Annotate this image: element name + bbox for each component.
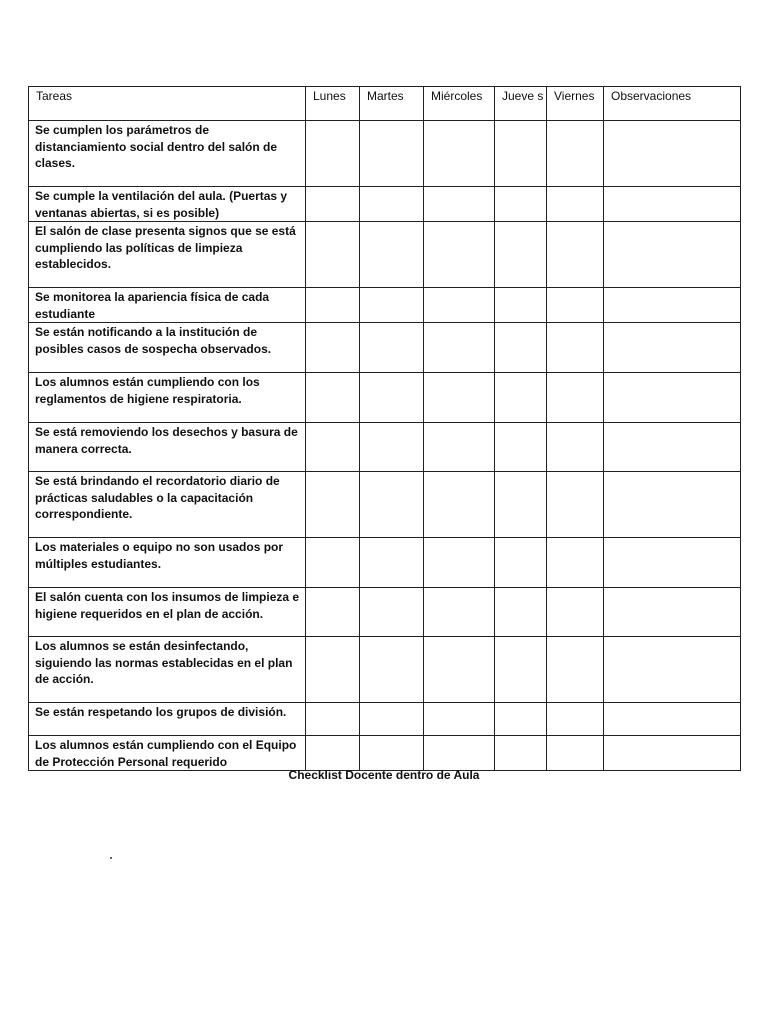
monday-cell[interactable] <box>306 288 360 323</box>
observations-cell[interactable] <box>604 373 741 423</box>
header-thursday: Jueve s <box>495 87 547 121</box>
wednesday-cell[interactable] <box>424 187 495 222</box>
monday-cell[interactable] <box>306 538 360 588</box>
wednesday-cell[interactable] <box>424 588 495 637</box>
table-row <box>29 121 741 187</box>
table-row <box>29 288 741 323</box>
header-friday: Viernes <box>547 87 604 121</box>
wednesday-cell[interactable] <box>424 222 495 288</box>
monday-cell[interactable] <box>306 588 360 637</box>
table-row <box>29 588 741 637</box>
task-cell: El salón cuenta con los insumos de limpieza e higiene requeridos en el plan de acción. <box>29 588 306 637</box>
stray-dot-mark <box>110 857 112 859</box>
monday-cell[interactable] <box>306 637 360 703</box>
wednesday-cell[interactable] <box>424 121 495 187</box>
table-row <box>29 736 741 771</box>
wednesday-cell[interactable] <box>424 538 495 588</box>
table-row <box>29 538 741 588</box>
thursday-cell[interactable] <box>495 588 547 637</box>
checklist-table <box>28 86 741 771</box>
header-monday: Lunes <box>306 87 360 121</box>
tuesday-cell[interactable] <box>360 288 424 323</box>
thursday-cell[interactable] <box>495 538 547 588</box>
task-cell: Se están notificando a la institución de posibles casos de sospecha observados. <box>29 323 306 373</box>
header-wednesday: Miércoles <box>424 87 495 121</box>
wednesday-cell[interactable] <box>424 373 495 423</box>
thursday-cell[interactable] <box>495 323 547 373</box>
task-cell: Se está removiendo los desechos y basura de manera correcta. <box>29 423 306 472</box>
wednesday-cell[interactable] <box>424 288 495 323</box>
friday-cell[interactable] <box>547 288 604 323</box>
table-row <box>29 373 741 423</box>
tuesday-cell[interactable] <box>360 222 424 288</box>
thursday-cell[interactable] <box>495 472 547 538</box>
friday-cell[interactable] <box>547 637 604 703</box>
thursday-cell[interactable] <box>495 637 547 703</box>
task-cell: Los materiales o equipo no son usados por múltiples estudiantes. <box>29 538 306 588</box>
tuesday-cell[interactable] <box>360 588 424 637</box>
observations-cell[interactable] <box>604 472 741 538</box>
friday-cell[interactable] <box>547 187 604 222</box>
wednesday-cell[interactable] <box>424 472 495 538</box>
monday-cell[interactable] <box>306 703 360 736</box>
tuesday-cell[interactable] <box>360 703 424 736</box>
tuesday-cell[interactable] <box>360 423 424 472</box>
observations-cell[interactable] <box>604 323 741 373</box>
tuesday-cell[interactable] <box>360 538 424 588</box>
tuesday-cell[interactable] <box>360 637 424 703</box>
task-cell: Los alumnos están cumpliendo con el Equipo de Protección Personal requerido <box>29 736 306 771</box>
task-cell: Los alumnos se están desinfectando, siguiendo las normas establecidas en el plan de acción. <box>29 637 306 703</box>
monday-cell[interactable] <box>306 222 360 288</box>
table-row <box>29 703 741 736</box>
table-row <box>29 187 741 222</box>
observations-cell[interactable] <box>604 187 741 222</box>
monday-cell[interactable] <box>306 736 360 771</box>
tuesday-cell[interactable] <box>360 323 424 373</box>
observations-cell[interactable] <box>604 121 741 187</box>
header-row <box>29 87 741 121</box>
tuesday-cell[interactable] <box>360 472 424 538</box>
monday-cell[interactable] <box>306 373 360 423</box>
friday-cell[interactable] <box>547 538 604 588</box>
friday-cell[interactable] <box>547 222 604 288</box>
friday-cell[interactable] <box>547 373 604 423</box>
observations-cell[interactable] <box>604 288 741 323</box>
wednesday-cell[interactable] <box>424 736 495 771</box>
task-cell: Se cumple la ventilación del aula. (Puertas y ventanas abiertas, si es posible) <box>29 187 306 222</box>
header-tasks: Tareas <box>29 87 306 121</box>
table-row <box>29 222 741 288</box>
observations-cell[interactable] <box>604 736 741 771</box>
task-cell: Se está brindando el recordatorio diario de prácticas saludables o la capacitación correspondiente. <box>29 472 306 538</box>
thursday-cell[interactable] <box>495 288 547 323</box>
table-row <box>29 472 741 538</box>
observations-cell[interactable] <box>604 637 741 703</box>
observations-cell[interactable] <box>604 222 741 288</box>
task-cell: El salón de clase presenta signos que se está cumpliendo las políticas de limpieza establecidos. <box>29 222 306 288</box>
table-row <box>29 423 741 472</box>
friday-cell[interactable] <box>547 472 604 538</box>
thursday-cell[interactable] <box>495 423 547 472</box>
tuesday-cell[interactable] <box>360 736 424 771</box>
header-observations: Observaciones <box>604 87 741 121</box>
tuesday-cell[interactable] <box>360 121 424 187</box>
monday-cell[interactable] <box>306 472 360 538</box>
table-row <box>29 637 741 703</box>
friday-cell[interactable] <box>547 736 604 771</box>
friday-cell[interactable] <box>547 423 604 472</box>
wednesday-cell[interactable] <box>424 637 495 703</box>
task-cell: Se están respetando los grupos de división. <box>29 703 306 736</box>
friday-cell[interactable] <box>547 323 604 373</box>
friday-cell[interactable] <box>547 588 604 637</box>
thursday-cell[interactable] <box>495 373 547 423</box>
wednesday-cell[interactable] <box>424 423 495 472</box>
task-cell: Los alumnos están cumpliendo con los reglamentos de higiene respiratoria. <box>29 373 306 423</box>
header-tuesday: Martes <box>360 87 424 121</box>
thursday-cell[interactable] <box>495 703 547 736</box>
thursday-cell[interactable] <box>495 121 547 187</box>
observations-cell[interactable] <box>604 423 741 472</box>
monday-cell[interactable] <box>306 121 360 187</box>
tuesday-cell[interactable] <box>360 373 424 423</box>
friday-cell[interactable] <box>547 121 604 187</box>
observations-cell[interactable] <box>604 588 741 637</box>
thursday-cell[interactable] <box>495 736 547 771</box>
wednesday-cell[interactable] <box>424 703 495 736</box>
task-cell: Se cumplen los parámetros de distanciamiento social dentro del salón de clases. <box>29 121 306 187</box>
wednesday-cell[interactable] <box>424 323 495 373</box>
friday-cell[interactable] <box>547 703 604 736</box>
tuesday-cell[interactable] <box>360 187 424 222</box>
monday-cell[interactable] <box>306 187 360 222</box>
monday-cell[interactable] <box>306 323 360 373</box>
thursday-cell[interactable] <box>495 222 547 288</box>
observations-cell[interactable] <box>604 703 741 736</box>
observations-cell[interactable] <box>604 538 741 588</box>
table-row <box>29 323 741 373</box>
table-caption: Checklist Docente dentro de Aula <box>288 768 480 782</box>
monday-cell[interactable] <box>306 423 360 472</box>
task-cell: Se monitorea la apariencia física de cada estudiante <box>29 288 306 323</box>
thursday-cell[interactable] <box>495 187 547 222</box>
